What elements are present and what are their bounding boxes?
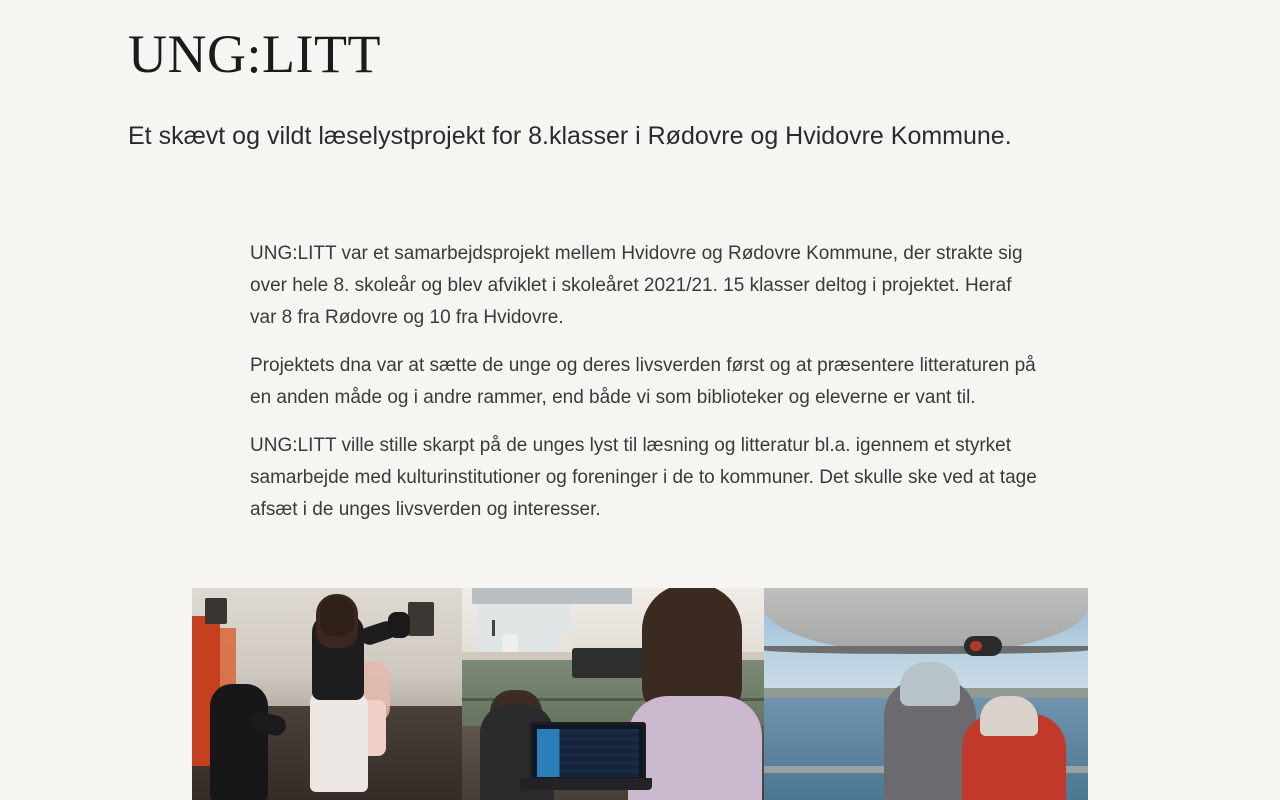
photo3-instrument-dial-light (970, 641, 982, 651)
photo1-person-foreground (210, 684, 268, 800)
photo3-person-left-hat (900, 662, 960, 706)
photo3-person-right-hat (980, 696, 1038, 736)
photo-classroom-laptop (462, 588, 764, 800)
page-title: UNG:LITT (128, 24, 381, 84)
photo3-boat-canopy-edge (764, 646, 1088, 654)
photo-dance-workshop (192, 588, 462, 800)
photo1-speaker-right (408, 602, 434, 636)
page-tagline: Et skævt og vildt læselystprojekt for 8.klasser i Rødovre og Hvidovre Kommune. (128, 122, 1012, 150)
photo1-speaker-left (205, 598, 227, 624)
photo2-cup-right (558, 632, 572, 654)
photo1-dancer-legs (310, 692, 368, 792)
photo1-dancer-head (320, 596, 354, 636)
paragraph-1: UNG:LITT var et samarbejdsprojekt mellem Hvidovre og Rødovre Kommune, der strakte sig over hele 8. skoleår og blev afviklet i skoleåret 2021/21. 15 klasser deltog i projektet. Heraf var 8 fra Rødovre og 10 fra Hvidovre. (250, 243, 1023, 328)
photo3-instrument-dial (964, 636, 1002, 656)
photo2-pen (492, 620, 495, 636)
photo-gallery (192, 588, 1088, 800)
photo2-laptop-screen-content (537, 729, 639, 777)
article-body (250, 238, 1040, 542)
paragraph-3: UNG:LITT ville stille skarpt på de unges lyst til læsning og litteratur bl.a. igennem et styrket samarbejde med kulturinstitutioner og foreninger i de to kommuner. Det skulle ske ved at tage afsæt i de unges livsverden og interesser. (250, 435, 1037, 520)
paragraph-2: Projektets dna var at sætte de unge og deres livsverden først og at præsentere litteraturen på en anden måde og i andre rammer, end både vi som biblioteker og eleverne er vant til. (250, 355, 1036, 408)
photo-boat-trip (764, 588, 1088, 800)
photo2-laptop-screen (530, 722, 646, 784)
photo2-laptop-keyboard (520, 778, 652, 790)
photo2-cup-left (502, 634, 518, 654)
photo1-dancer-hand (388, 612, 410, 638)
photo2-blind (472, 588, 632, 604)
